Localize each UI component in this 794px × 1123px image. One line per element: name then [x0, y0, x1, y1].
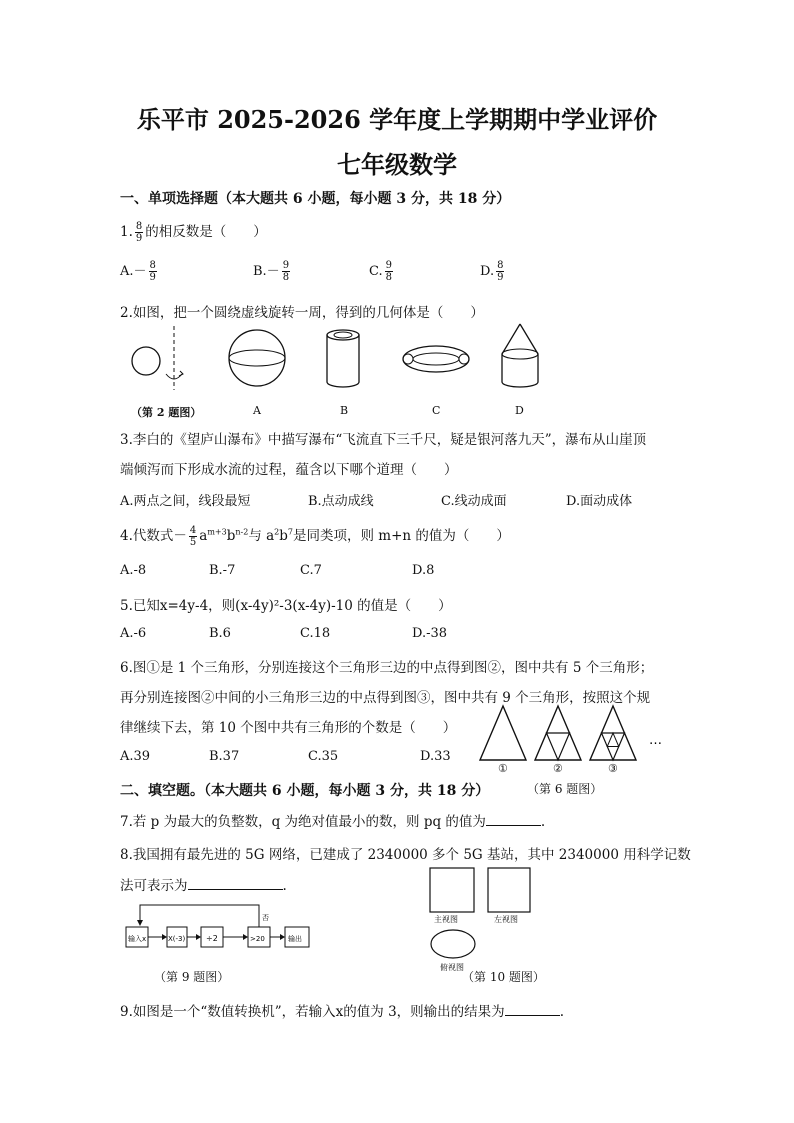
flow-multiply-text: X(-3) — [168, 935, 186, 943]
q1-a-den: 9 — [149, 272, 156, 283]
question-9 — [120, 1000, 564, 1020]
q5-option-d: D.-38 — [412, 626, 448, 641]
flow-divide-text: ÷2 — [206, 934, 218, 943]
top-view-ellipse — [431, 930, 475, 958]
front-view-square — [430, 868, 474, 912]
front-view-label: 主视图 — [434, 915, 458, 924]
triangle-1 — [480, 706, 526, 760]
q4-text-end: 是同类项，则 m+n 的值为（ ） — [293, 528, 510, 544]
q4-var-b: b — [226, 528, 236, 544]
question-6-line-1: 6.图①是 1 个三角形，分别连接这个三角形三边的中点得到图②，图中共有 5 个三角形； — [120, 660, 654, 676]
flow-output-text: 输出 — [288, 935, 302, 943]
left-view-label: 左视图 — [494, 915, 518, 924]
left-view-square — [488, 868, 530, 912]
q4-option-a: A.-8 — [120, 563, 147, 578]
q4-exp-1: m+3 — [207, 527, 227, 537]
q1-option-d — [480, 260, 506, 283]
flow-input-text: 输入x — [128, 935, 147, 943]
q4-frac-den: 5 — [189, 537, 197, 548]
q1-frac-num: 8 — [135, 221, 143, 232]
q7-end: . — [540, 814, 546, 830]
question-1 — [120, 220, 267, 244]
q9-figure-caption: （第 9 题图） — [154, 970, 230, 984]
q6-ellipsis: … — [649, 733, 662, 748]
flow-no-label: 否 — [262, 914, 269, 922]
q3-option-a: A.两点之间，线段最短 — [120, 494, 251, 509]
q6-option-d: D.33 — [420, 749, 451, 764]
q2-label-c: C — [432, 404, 441, 417]
q3-option-d: D.面动成体 — [566, 494, 633, 509]
q1-option-b — [253, 260, 292, 283]
q9-flowchart — [126, 900, 356, 970]
option-b-cylinder-bottom — [327, 382, 359, 387]
q2-label-a: A — [253, 404, 261, 417]
q3-option-c: C.线动成面 — [441, 494, 507, 509]
q1-option-c-label: C. — [369, 264, 383, 279]
question-3-line-1: 3.李白的《望庐山瀑布》中描写瀑布“飞流直下三千尺，疑是银河落九天”，瀑布从山崖顶 — [120, 432, 647, 448]
exam-subtitle: 七年级数学 — [337, 150, 457, 179]
q8-text: 法可表示为 — [120, 878, 188, 894]
q1-fraction — [135, 221, 143, 244]
q4-prefix: 4.代数式－ — [120, 528, 187, 544]
q5-option-b: B.6 — [209, 626, 231, 641]
question-5: 5.已知x=4y-4，则(x-4y)²-3(x-4y)-10 的值是（ ） — [120, 598, 452, 614]
q3-option-b: B.点动成线 — [308, 494, 374, 509]
q9-answer-blank[interactable] — [505, 1003, 560, 1016]
top-view-label: 俯视图 — [440, 963, 464, 972]
q6-fig-label-3: ③ — [608, 762, 618, 775]
question-2: 2.如图，把一个圆绕虚线旋转一周，得到的几何体是（ ） — [120, 305, 484, 321]
q4-with-b: b — [279, 528, 288, 544]
q4-exp-2: n-2 — [235, 527, 249, 537]
flow-compare-text: >20 — [250, 935, 265, 943]
q4-option-d: D.8 — [412, 563, 435, 578]
q1-d-num: 8 — [497, 260, 504, 271]
section-2-heading: 二、填空题。（本大题共 6 小题，每小题 3 分，共 18 分） — [120, 783, 490, 799]
q6-fig-label-1: ① — [498, 762, 508, 775]
question-6-line-3: 律继续下去，第 10 个图中共有三角形的个数是（ ） — [120, 720, 457, 736]
q4-exp-4: 7 — [287, 527, 294, 537]
q8-answer-blank[interactable] — [188, 877, 283, 890]
q9-end: . — [559, 1004, 564, 1020]
q8-end: . — [282, 878, 287, 894]
q2-circle-shape — [132, 347, 160, 375]
q1-b-num: 9 — [282, 260, 290, 271]
q1-a-num: 8 — [149, 260, 156, 271]
q1-c-den: 8 — [385, 272, 392, 283]
q6-fig-label-2: ② — [553, 762, 563, 775]
q1-option-b-label: B.－ — [253, 264, 280, 279]
q6-option-a: A.39 — [120, 749, 151, 764]
question-8-line-1: 8.我国拥有最先进的 5G 网络，已建成了 2340000 多个 5G 基站，其中 2340000 用科学记数 — [120, 847, 691, 863]
q4-option-b: B.-7 — [209, 563, 236, 578]
q1-option-d-label: D. — [480, 264, 495, 279]
question-7 — [120, 810, 545, 830]
q5-option-a: A.-6 — [120, 626, 147, 641]
q6-triangle-figure — [478, 704, 678, 764]
q5-option-c: C.18 — [300, 626, 331, 641]
section-1-heading: 一、单项选择题（本大题共 6 小题，每小题 3 分，共 18 分） — [120, 191, 511, 207]
q1-text: 的相反数是（ ） — [145, 224, 267, 240]
q1-b-den: 8 — [282, 272, 290, 283]
question-6-line-2: 再分别连接图②中间的小三角形三边的中点得到图③，图中共有 9 个三角形，按照这个规 — [120, 690, 651, 706]
q4-exp-3: 2 — [274, 527, 280, 537]
exam-title: 乐平市 2025-2026 学年度上学期期中学业评价 — [136, 105, 658, 134]
q10-figure-caption: （第 10 题图） — [462, 970, 545, 984]
q2-figure-caption: （第 2 题图） — [131, 406, 202, 419]
q4-frac-num: 4 — [189, 525, 197, 536]
q2-label-b: B — [340, 404, 349, 417]
q1-frac-den: 9 — [135, 233, 143, 244]
q1-option-a — [120, 260, 159, 283]
q4-var-a: a — [199, 528, 208, 544]
question-3-line-2: 端倾泻而下形成水流的过程，蕴含以下哪个道理（ ） — [120, 462, 458, 478]
q1-option-a-label: A.－ — [120, 264, 147, 279]
q2-label-d: D — [515, 404, 524, 417]
flow-loop-line — [140, 905, 259, 927]
q7-answer-blank[interactable] — [486, 813, 541, 826]
q7-text: 7.若 p 为最大的负整数，q 为绝对值最小的数，则 pq 的值为 — [120, 814, 486, 830]
q1-d-den: 9 — [497, 272, 504, 283]
q4-with-a: 与 a — [248, 528, 275, 544]
q9-text: 9.如图是一个“数值转换机”，若输入x的值为 3，则输出的结果为 — [120, 1004, 505, 1020]
option-a-sphere-equator — [229, 350, 285, 366]
question-4 — [120, 524, 510, 548]
q1-number: 1. — [120, 224, 133, 240]
q6-option-c: C.35 — [308, 749, 339, 764]
q6-option-b: B.37 — [209, 749, 240, 764]
q6-figure-caption: （第 6 题图） — [527, 782, 603, 796]
q4-option-c: C.7 — [300, 563, 322, 578]
option-a-sphere — [229, 330, 285, 386]
q2-figure — [0, 318, 794, 418]
q1-c-num: 9 — [385, 260, 392, 271]
question-8-line-2 — [120, 874, 287, 894]
q1-option-c — [369, 260, 395, 283]
